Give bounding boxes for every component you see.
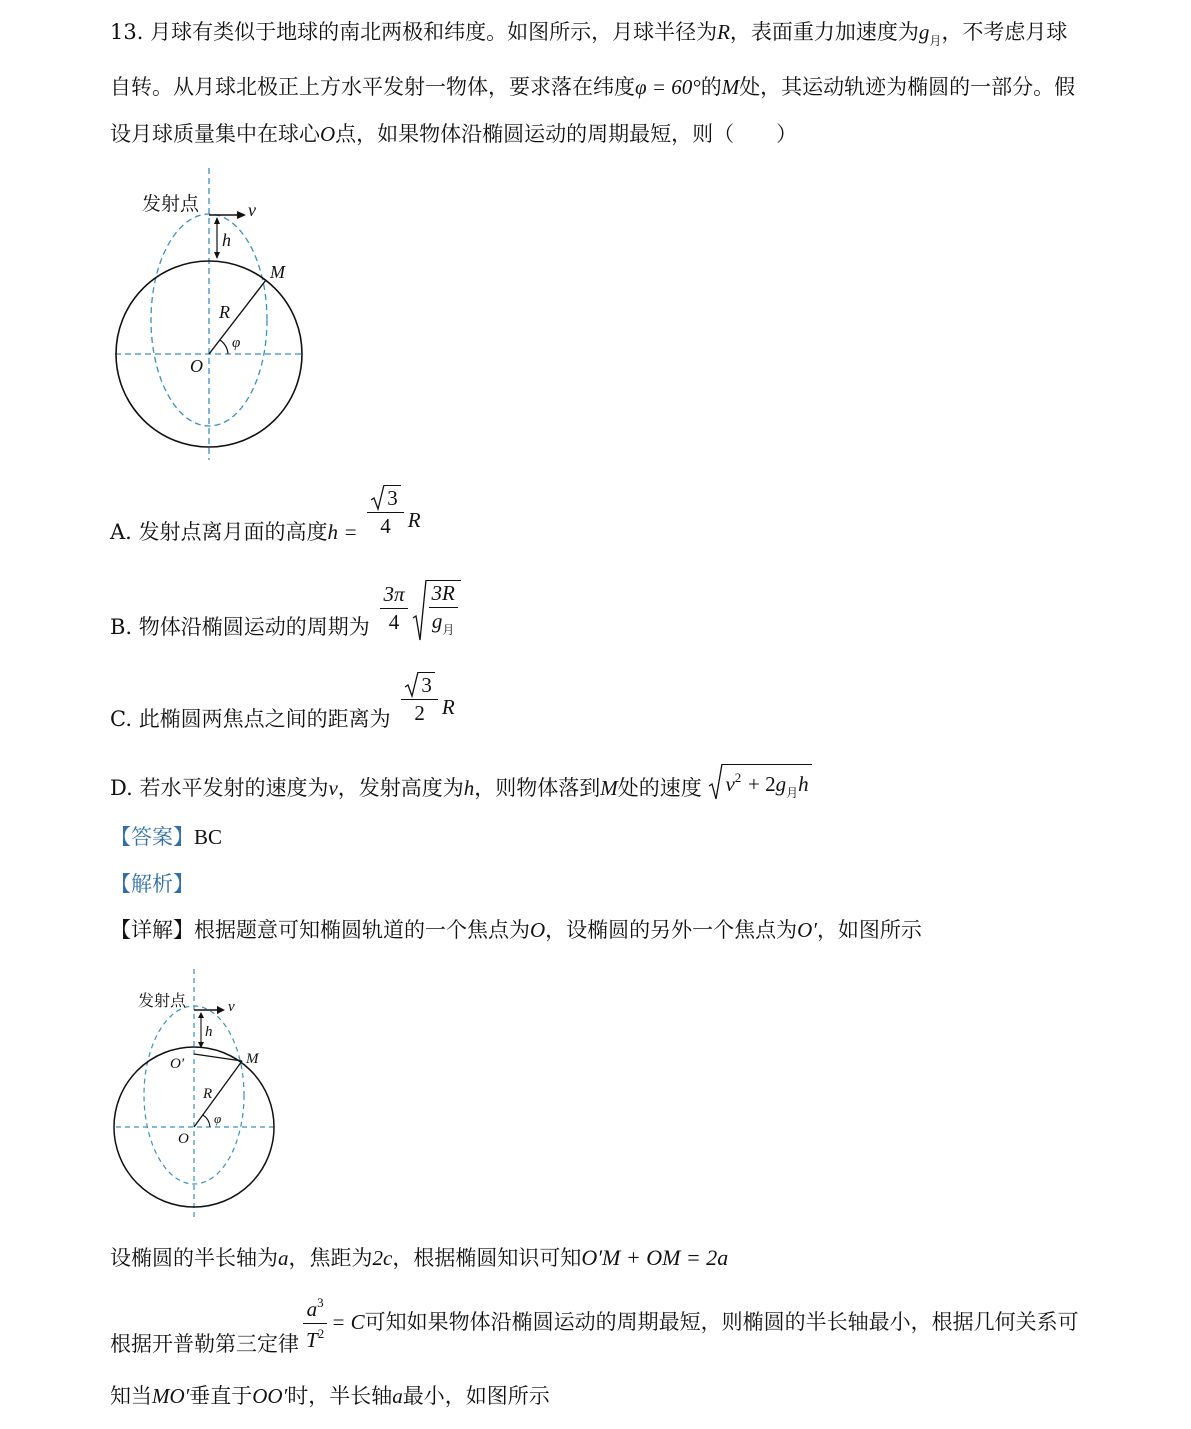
option-b-fraction: $\frac{3\pi}{4}$	[380, 584, 407, 633]
kepler-fraction: $\frac{a^3}{T^2}$	[303, 1296, 327, 1351]
option-b-sqrt: $\frac{3R}{g_月}$	[412, 580, 461, 636]
para-2: 根据开普勒第三定律 $\frac{a^3}{T^2}$ = C可知如果物体沿椭圆运动的周期最短，则椭圆的半长轴最小，根据几何关系可	[110, 1295, 1079, 1356]
question-line-1: 13. 月球有类似于地球的南北两极和纬度。如图所示，月球半径为R，表面重力加速度为$g_月$，不考虑月球	[110, 20, 1068, 48]
h-label: h	[222, 230, 231, 250]
figure-2	[108, 965, 288, 1230]
option-c-fraction: $\frac{3}{2}$	[401, 672, 438, 724]
phi-arc	[220, 340, 228, 354]
launch-point-label: 发射点	[142, 193, 200, 215]
answer-value: BC	[194, 825, 223, 849]
option-c: C. 此椭圆两焦点之间的距离为 $\frac{3}{2}$ R	[110, 673, 455, 731]
figure-2-svg	[108, 965, 288, 1225]
svg-text:M: M	[246, 1051, 259, 1067]
para-1: 设椭圆的半长轴为a，焦距为2c，根据椭圆知识可知O′M + OM = 2a	[110, 1245, 729, 1270]
question-line-3: 设月球质量集中在球心O点，如果物体沿椭圆运动的周期最短，则（ ）	[110, 122, 798, 146]
answer-line	[110, 827, 222, 848]
svg-text:O: O	[178, 1131, 189, 1147]
question-number: 13.	[110, 20, 144, 44]
detail-tag: 【详解】	[110, 918, 194, 942]
m-label: M	[270, 262, 285, 282]
option-a-fraction: $\frac{3}{4}$	[367, 485, 404, 537]
velocity-arrowhead	[237, 211, 246, 219]
option-a: A. 发射点离月面的高度h = $\frac{3}{4}$ R	[110, 486, 421, 544]
option-b: B. 物体沿椭圆运动的周期为 $\frac{3\pi}{4}$ $\frac{3R}{g_月}$	[110, 578, 461, 644]
svg-text:φ: φ	[214, 1111, 222, 1126]
question-line-2: 自转。从月球北极正上方水平发射一物体，要求落在纬度φ = 60°的M处，其运动轨迹为椭圆的一部分。假	[110, 75, 1076, 99]
svg-text:R: R	[203, 1086, 213, 1102]
launch-point-label-2: 发射点	[138, 991, 187, 1010]
detail-line: 【详解】根据题意可知椭圆轨道的一个焦点为O，设椭圆的另外一个焦点为O′，如图所示	[110, 918, 922, 942]
v-label: v	[248, 200, 256, 220]
phi-label: φ	[232, 335, 241, 351]
analysis-line	[110, 874, 194, 895]
figure-1-svg	[100, 160, 340, 465]
option-d: D. 若水平发射的速度为v，发射高度为h，则物体落到M处的速度 $v^2 + 2g_月h$	[110, 764, 812, 804]
svg-text:h: h	[205, 1024, 213, 1040]
svg-text:v: v	[228, 999, 235, 1015]
o-label: O	[190, 356, 203, 376]
o-prime-label: O′	[170, 1056, 185, 1072]
answer-tag: 【答案】	[110, 825, 194, 849]
analysis-tag: 【解析】	[110, 872, 194, 896]
option-d-sqrt: $v^2 + 2g_月h$	[708, 764, 811, 799]
para-3: 知当MO′垂直于OO′时，半长轴a最小，如图所示	[110, 1384, 550, 1408]
figure-1	[100, 160, 340, 470]
r-label: R	[219, 302, 230, 322]
